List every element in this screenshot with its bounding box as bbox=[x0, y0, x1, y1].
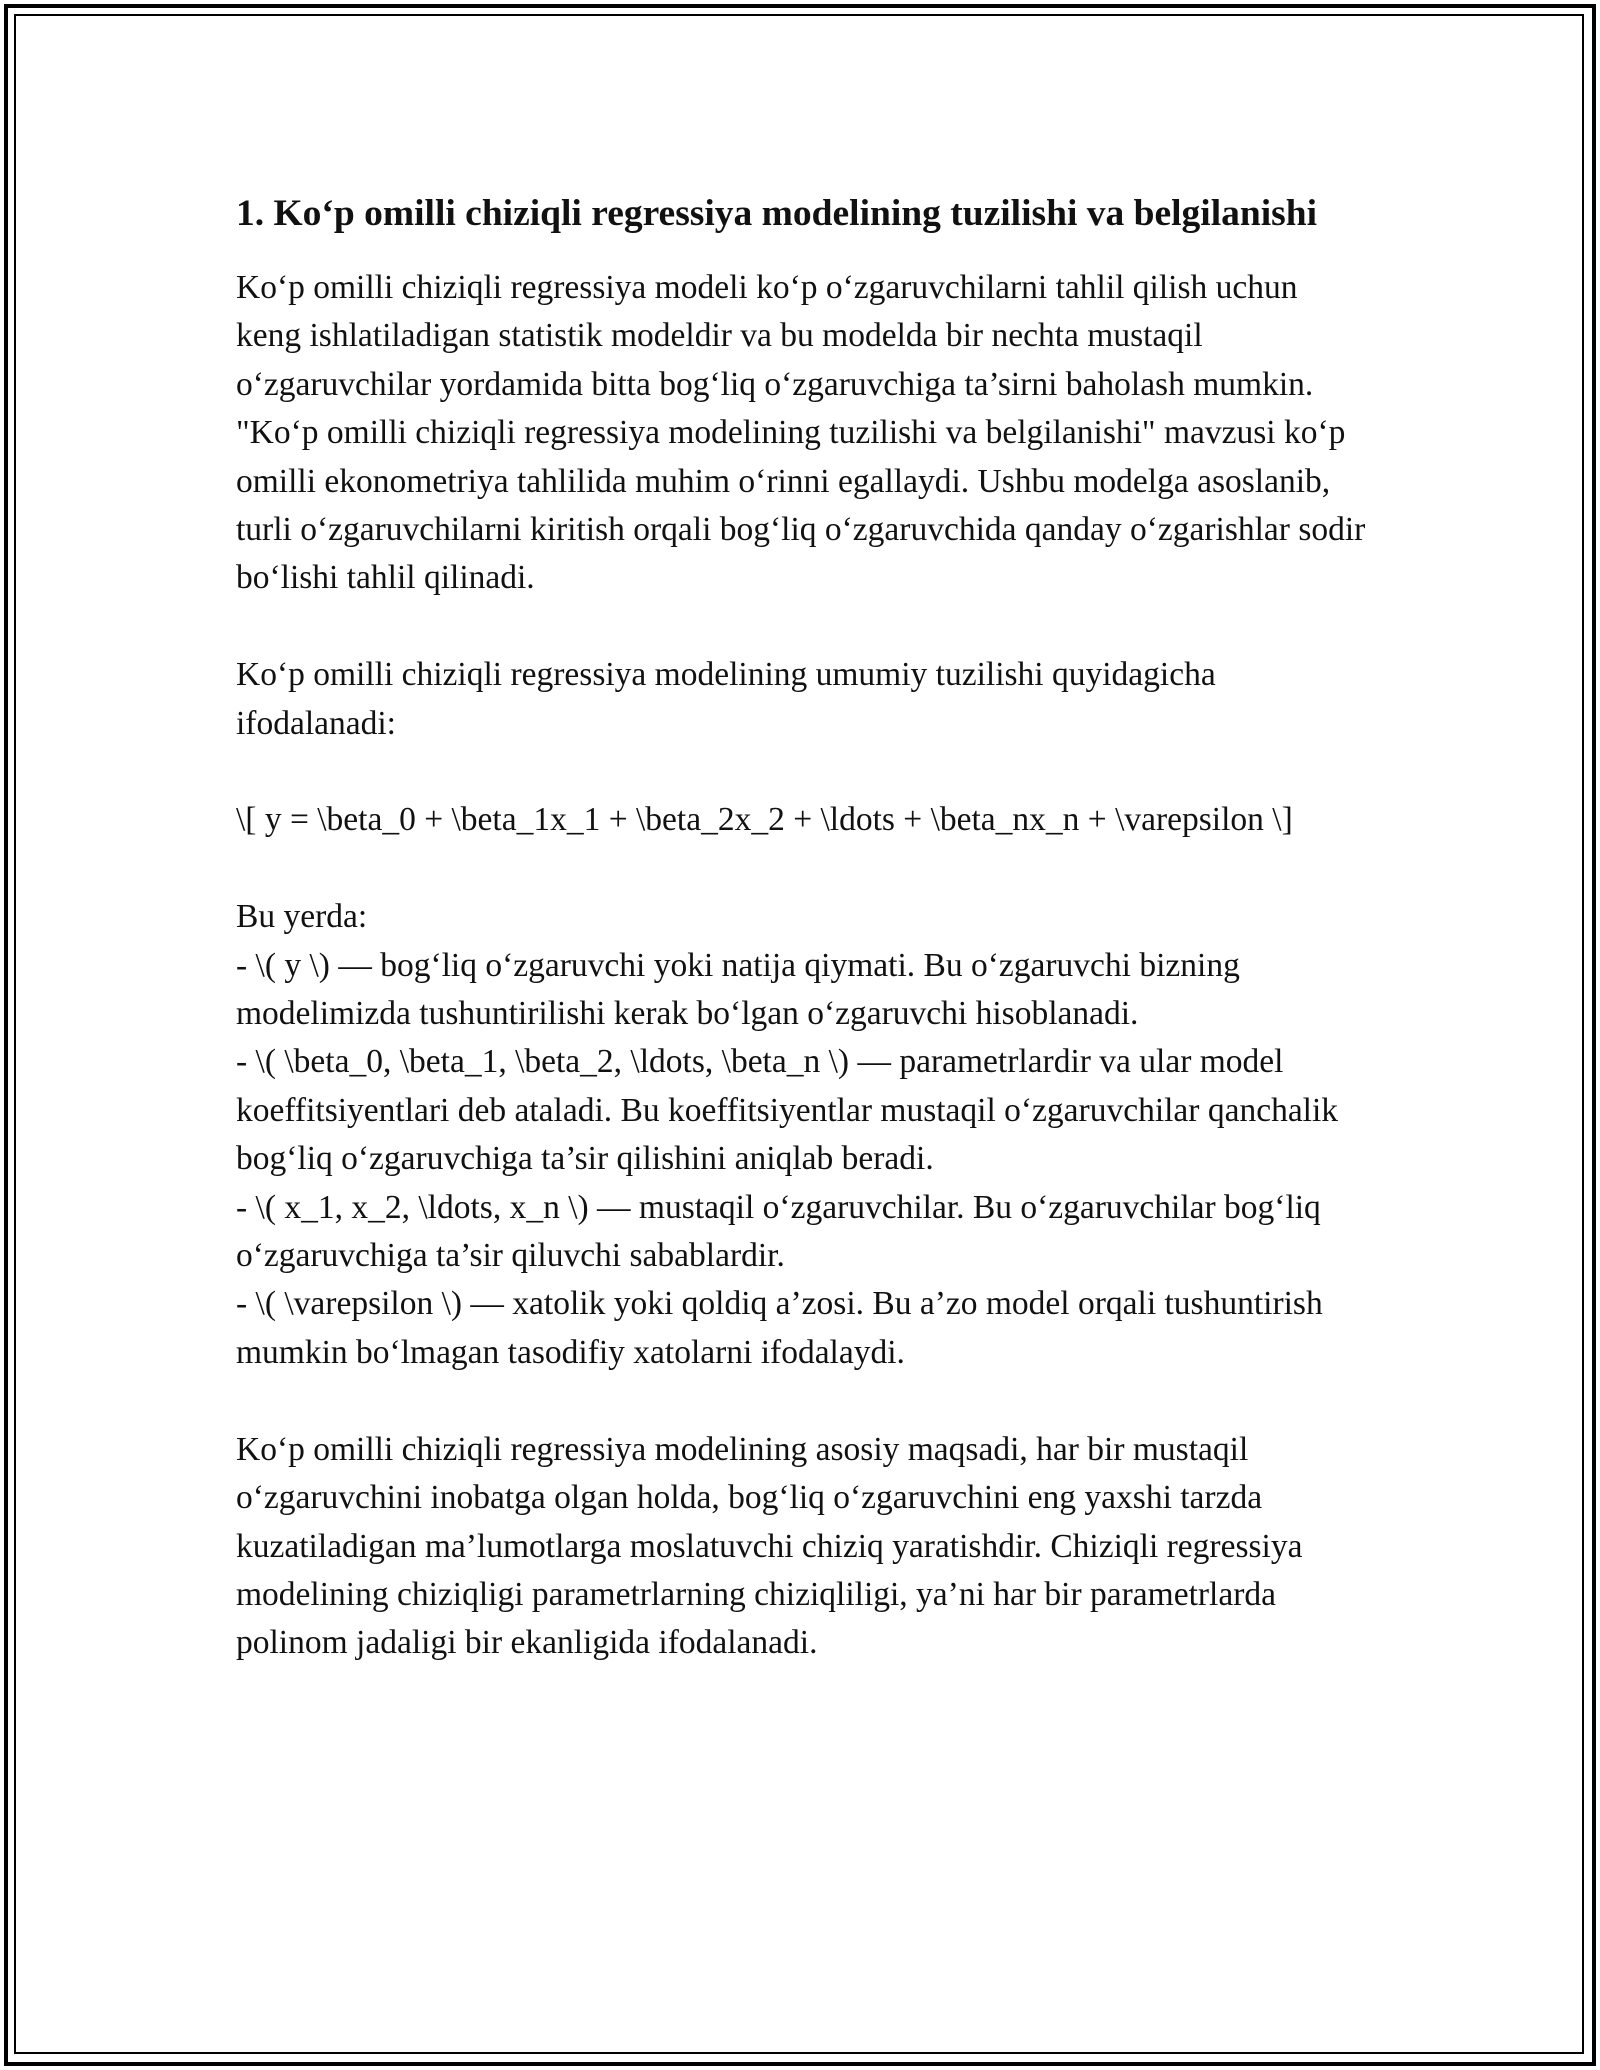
regression-formula: \[ y = \beta_0 + \beta_1x_1 + \beta_2x_2 + \ldots + \beta_nx_n + \varepsilon \] bbox=[236, 801, 1293, 839]
definition-beta: - \( \beta_0, \beta_1, \beta_2, \ldots, \beta_n \) — parametrlardir va ular model koeffitsiyentlari deb ataladi. Bu koeffitsiyentlar mustaqil o‘zgaruvchilar qanchalik bog‘liq o‘zgaruvchiga ta’sir qilishini aniqlab beradi. bbox=[236, 1043, 1339, 1178]
where-label: Bu yerda: bbox=[236, 898, 368, 936]
section-heading: 1. Ko‘p omilli chiziqli regressiya modelining tuzilishi va belgilanishi bbox=[236, 193, 1318, 234]
definition-epsilon: - \( \varepsilon \) — xatolik yoki qoldiq a’zosi. Bu a’zo model orqali tushuntirish mumkin bo‘lmagan tasodifiy xatolarni ifodalaydi. bbox=[236, 1285, 1323, 1371]
definition-y: - \( y \) — bog‘liq o‘zgaruvchi yoki natija qiymati. Bu o‘zgaruvchi bizning modelimizda tushuntirilishi kerak bo‘lgan o‘zgaruvchi hisoblanadi. bbox=[236, 946, 1240, 1033]
structure-paragraph: Ko‘p omilli chiziqli regressiya modelining umumiy tuzilishi quyidagicha ifodalanadi: bbox=[236, 656, 1225, 742]
goal-paragraph: Ko‘p omilli chiziqli regressiya modelining asosiy maqsadi, har bir mustaqil o‘zgaruvchini inobatga olgan holda, bog‘liq o‘zgaruvchini eng yaxshi tarzda kuzatiladigan ma’lumotlarga moslatuvchi chiziq yaratishdir. Chiziqli regressiya modelining chiziqligi parametrlarning chiziqliligi, ya’ni har bir parametrlarda polinom jadaligi bir ekanligida ifodalanadi. bbox=[236, 1430, 1311, 1662]
definition-x: - \( x_1, x_2, \ldots, x_n \) — mustaqil o‘zgaruvchilar. Bu o‘zgaruvchilar bog‘liq o‘zgaruvchiga ta’sir qiluvchi sabablardir. bbox=[236, 1188, 1321, 1275]
document-body bbox=[236, 186, 1374, 1668]
intro-paragraph: Ko‘p omilli chiziqli regressiya modeli ko‘p o‘zgaruvchilarni tahlil qilish uchun keng ishlatiladigan statistik modeldir va bu modelda bir nechta mustaqil o‘zgaruvchilar yordamida bitta bog‘liq o‘zgaruvchiga ta’sirni baholash mumkin. "Ko‘p omilli chiziqli regressiya modelining tuzilishi va belgilanishi" mavzusi ko‘p omilli ekonometriya tahlilida muhim o‘rinni egallaydi. Ushbu modelga asoslanib, turli o‘zgaruvchilarni kiritish orqali bog‘liq o‘zgaruvchida qanday o‘zgarishlar sodir bo‘lishi tahlil qilinadi. bbox=[236, 269, 1374, 597]
